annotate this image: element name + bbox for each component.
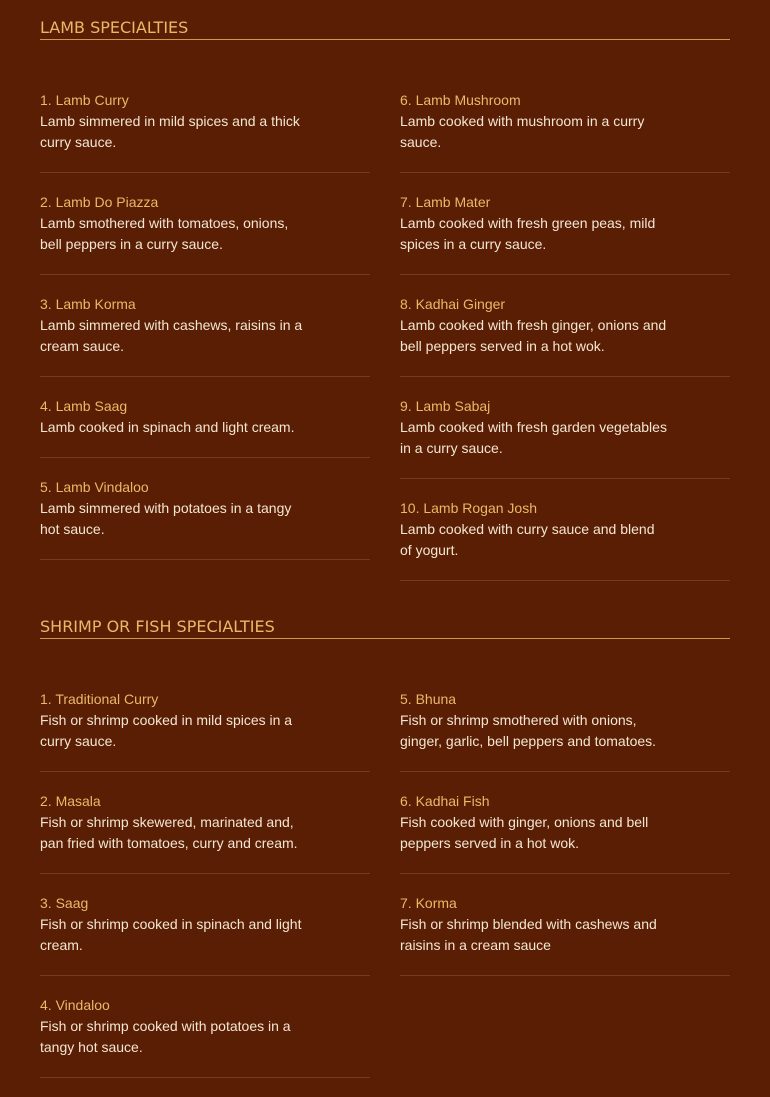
menu-item-vindaloo: [40, 995, 370, 1078]
item-description: Lamb simmered in mild spices and a thick curry sauce.: [40, 113, 300, 150]
item-description: Fish or shrimp cooked with potatoes in a tangy hot sauce.: [40, 1018, 291, 1055]
item-name: 6. Kadhai Fish: [400, 793, 490, 809]
item-description: Lamb cooked with mushroom in a curry sauce.: [400, 113, 645, 150]
seafood-left-column: [40, 689, 370, 1097]
item-description: Lamb cooked with fresh ginger, onions and bell peppers served in a hot wok.: [400, 317, 667, 354]
menu-item-kadhai-ginger: [400, 294, 730, 377]
item-name: 2. Lamb Do Piazza: [40, 194, 159, 210]
item-description: Lamb smothered with tomatoes, onions, bell peppers in a curry sauce.: [40, 215, 289, 252]
item-description: Fish cooked with ginger, onions and bell peppers served in a hot wok.: [400, 814, 649, 851]
item-name: 1. Lamb Curry: [40, 92, 129, 108]
item-description: Lamb simmered with cashews, raisins in a cream sauce.: [40, 317, 303, 354]
lamb-right-column: [400, 90, 730, 600]
item-name: 7. Lamb Mater: [400, 194, 491, 210]
menu-item-lamb-mater: [400, 192, 730, 275]
item-description: Fish or shrimp cooked in spinach and light cream.: [40, 916, 302, 953]
menu-item-lamb-vindaloo: [40, 477, 370, 560]
menu-item-korma: [400, 893, 730, 976]
item-description: Lamb simmered with potatoes in a tangy hot sauce.: [40, 500, 292, 537]
item-name: 9. Lamb Sabaj: [400, 398, 491, 414]
seafood-right-column: [400, 689, 730, 995]
item-name: 3. Lamb Korma: [40, 296, 136, 312]
menu-item-lamb-rogan-josh: [400, 498, 730, 581]
menu-item-lamb-curry: [40, 90, 370, 173]
item-description: Fish or shrimp smothered with onions, ginger, garlic, bell peppers and tomatoes.: [400, 712, 657, 749]
menu-item-lamb-korma: [40, 294, 370, 377]
item-description: Lamb cooked with fresh garden vegetables in a curry sauce.: [400, 419, 667, 456]
item-description: Lamb cooked in spinach and light cream.: [40, 419, 295, 435]
item-name: 5. Lamb Vindaloo: [40, 479, 149, 495]
item-description: Lamb cooked with curry sauce and blend of yogurt.: [400, 521, 655, 558]
item-name: 4. Lamb Saag: [40, 398, 128, 414]
item-description: Fish or shrimp cooked in mild spices in a curry sauce.: [40, 712, 293, 749]
item-name: 1. Traditional Curry: [40, 691, 159, 707]
menu-item-lamb-saag: [40, 396, 370, 458]
menu-item-lamb-mushroom: [400, 90, 730, 173]
menu-item-kadhai-fish: [400, 791, 730, 874]
item-name: 6. Lamb Mushroom: [400, 92, 521, 108]
item-name: 8. Kadhai Ginger: [400, 296, 506, 312]
menu-item-bhuna: [400, 689, 730, 772]
item-name: 4. Vindaloo: [40, 997, 110, 1013]
menu-item-lamb-do-piazza: [40, 192, 370, 275]
item-name: 2. Masala: [40, 793, 101, 809]
item-name: 3. Saag: [40, 895, 89, 911]
item-name: 7. Korma: [400, 895, 457, 911]
item-description: Fish or shrimp blended with cashews and raisins in a cream sauce: [400, 916, 657, 953]
menu-item-masala: [40, 791, 370, 874]
menu-item-traditional-curry: [40, 689, 370, 772]
menu-item-saag: [40, 893, 370, 976]
seafood-section-title: SHRIMP OR FISH SPECIALTIES: [40, 617, 730, 639]
item-name: 10. Lamb Rogan Josh: [400, 500, 537, 516]
item-description: Fish or shrimp skewered, marinated and, pan fried with tomatoes, curry and cream.: [40, 814, 298, 851]
lamb-section-title: LAMB SPECIALTIES: [40, 18, 730, 40]
menu-item-lamb-sabaj: [400, 396, 730, 479]
item-description: Lamb cooked with fresh green peas, mild spices in a curry sauce.: [400, 215, 656, 252]
item-name: 5. Bhuna: [400, 691, 457, 707]
lamb-left-column: [40, 90, 370, 579]
